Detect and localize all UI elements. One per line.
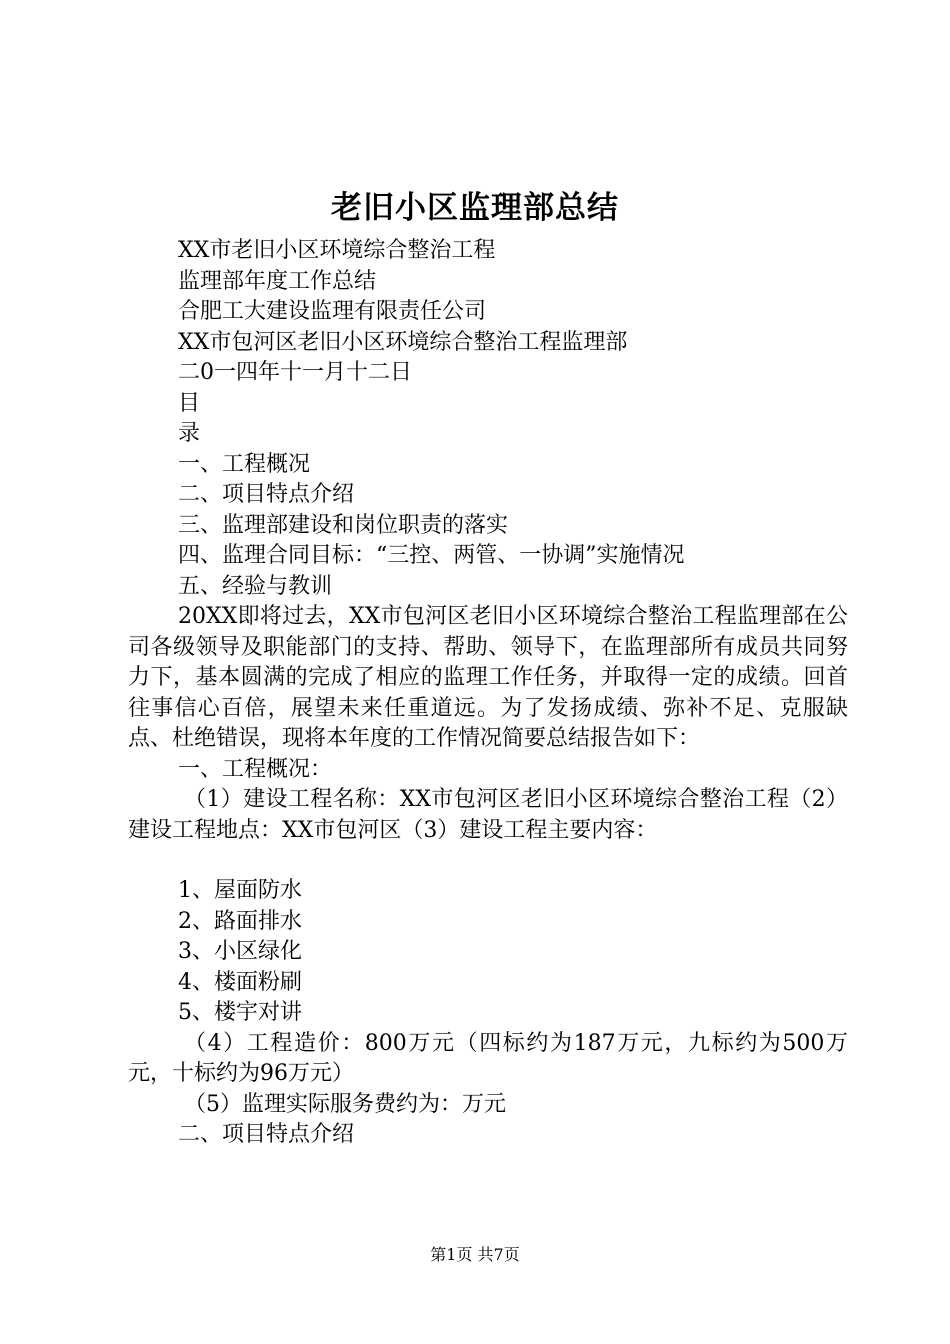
- work-item: 5、楼宇对讲: [178, 1000, 302, 1025]
- cover-line-company: 合肥工大建设监理有限责任公司: [178, 299, 487, 324]
- cost-paragraph: （4）工程造价：800万元（四标约为187万元，九标约为500万元，十标约为96万元）: [128, 1030, 848, 1086]
- toc-item: 二、项目特点介绍: [178, 482, 355, 507]
- work-item: 2、路面排水: [178, 908, 302, 934]
- page-number: 第1页 共7页: [430, 1245, 520, 1264]
- work-item: 4、楼面粉刷: [178, 969, 302, 995]
- toc-item: 五、经验与教训: [178, 573, 333, 599]
- toc-item: 四、监理合同目标：“三控、两管、一协调”实施情况: [178, 543, 685, 568]
- cover-line-date: 二0一四年十一月十二日: [178, 360, 412, 385]
- toc-item: 一、工程概况: [178, 451, 311, 477]
- cover-line-report: 监理部年度工作总结: [178, 268, 377, 294]
- project-info-paragraph: （1）建设工程名称：XX市包河区老旧小区环境综合整治工程（2）建设工程地点：XX市包河区（3）建设工程主要内容：: [128, 787, 848, 843]
- toc-item: 三、监理部建设和岗位职责的落实: [178, 512, 509, 538]
- document-title: 老旧小区监理部总结: [331, 190, 619, 226]
- cover-line-department: XX市包河区老旧小区环境综合整治工程监理部: [178, 329, 628, 355]
- section-heading-overview: 一、工程概况：: [178, 756, 333, 782]
- document-body: [128, 236, 848, 1151]
- fee-line: （5）监理实际服务费约为：万元: [184, 1091, 506, 1117]
- section-heading-features: 二、项目特点介绍: [178, 1122, 355, 1147]
- cover-line-project: XX市老旧小区环境综合整治工程: [178, 238, 496, 263]
- work-item: 3、小区绿化: [178, 939, 302, 964]
- toc-heading-char-2: 录: [178, 421, 201, 446]
- blank-line: [128, 846, 848, 876]
- toc-heading-char-1: 目: [178, 390, 201, 416]
- work-item: 1、屋面防水: [178, 878, 302, 903]
- intro-paragraph: 20XX即将过去，XX市包河区老旧小区环境综合整治工程监理部在公司各级领导及职能部门的支持、帮助、领导下，在监理部所有成员共同努力下，基本圆满的完成了相应的监理工作任务，并取得一定的成绩。回首往事信心百倍，展望未来任重道远。为了发扬成绩、弥补不足、克服缺点、杜绝错误，现将本年度的工作情况简要总结报告如下：: [128, 604, 848, 751]
